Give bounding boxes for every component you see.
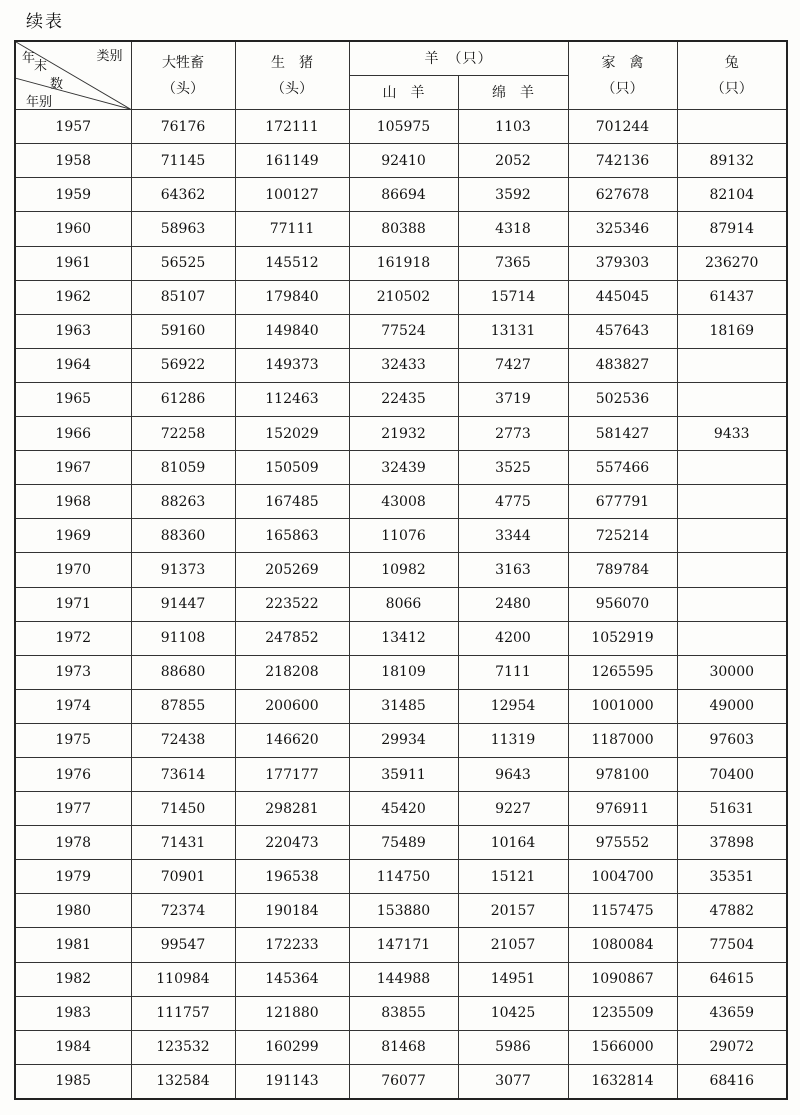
page-title: 续表 [26, 12, 64, 32]
cell-poultry: 1001000 [568, 689, 677, 723]
cell-poultry: 627678 [568, 178, 677, 212]
cell-wool: 3344 [458, 519, 568, 553]
cell-poultry: 557466 [568, 451, 677, 485]
cell-wool: 3077 [458, 1064, 568, 1099]
cell-wool: 14951 [458, 962, 568, 996]
cell-poultry: 677791 [568, 485, 677, 519]
table-row [15, 826, 787, 860]
table-body [15, 110, 787, 1099]
cell-year: 1976 [15, 757, 131, 791]
cell-year: 1965 [15, 382, 131, 416]
cell-goat: 13412 [349, 621, 458, 655]
cell-year: 1983 [15, 996, 131, 1030]
cell-year: 1978 [15, 826, 131, 860]
cell-goat: 105975 [349, 110, 458, 144]
cell-pig: 167485 [235, 485, 349, 519]
header-poultry-unit: （只） [601, 80, 644, 97]
table-row [15, 894, 787, 928]
table-row [15, 962, 787, 996]
header-sheep: 羊 （只） [349, 41, 568, 76]
cell-poultry: 742136 [568, 144, 677, 178]
cell-livestock: 56922 [131, 348, 235, 382]
cell-rabbit [677, 382, 787, 416]
cell-year: 1979 [15, 860, 131, 894]
table-row [15, 417, 787, 451]
cell-pig: 77111 [235, 212, 349, 246]
cell-rabbit: 68416 [677, 1064, 787, 1099]
cell-wool: 2773 [458, 417, 568, 451]
header-rabbit-name: 兔 [724, 54, 739, 71]
cell-goat: 83855 [349, 996, 458, 1030]
cell-year: 1972 [15, 621, 131, 655]
cell-pig: 160299 [235, 1030, 349, 1064]
cell-poultry: 725214 [568, 519, 677, 553]
cell-wool: 11319 [458, 723, 568, 757]
header-poultry [568, 41, 677, 110]
table-row [15, 587, 787, 621]
cell-goat: 76077 [349, 1064, 458, 1099]
table-row [15, 246, 787, 280]
cell-livestock: 64362 [131, 178, 235, 212]
cell-wool: 15121 [458, 860, 568, 894]
cell-livestock: 58963 [131, 212, 235, 246]
cell-livestock: 61286 [131, 382, 235, 416]
cell-livestock: 91447 [131, 587, 235, 621]
cell-year: 1975 [15, 723, 131, 757]
cell-rabbit: 70400 [677, 757, 787, 791]
cell-wool: 15714 [458, 280, 568, 314]
cell-goat: 29934 [349, 723, 458, 757]
cell-goat: 32433 [349, 348, 458, 382]
cell-year: 1971 [15, 587, 131, 621]
cell-poultry: 581427 [568, 417, 677, 451]
cell-livestock: 88263 [131, 485, 235, 519]
cell-pig: 179840 [235, 280, 349, 314]
cell-wool: 7427 [458, 348, 568, 382]
cell-goat: 31485 [349, 689, 458, 723]
cell-livestock: 91373 [131, 553, 235, 587]
cell-livestock: 72438 [131, 723, 235, 757]
cell-goat: 147171 [349, 928, 458, 962]
cell-goat: 32439 [349, 451, 458, 485]
table-row [15, 144, 787, 178]
table-row [15, 996, 787, 1030]
table-row [15, 621, 787, 655]
table-row [15, 860, 787, 894]
cell-poultry: 325346 [568, 212, 677, 246]
header-pig-unit: （头） [271, 80, 313, 97]
cell-year: 1967 [15, 451, 131, 485]
cell-wool: 12954 [458, 689, 568, 723]
cell-pig: 200600 [235, 689, 349, 723]
cell-livestock: 73614 [131, 757, 235, 791]
cell-goat: 75489 [349, 826, 458, 860]
cell-goat: 43008 [349, 485, 458, 519]
cell-wool: 21057 [458, 928, 568, 962]
header-rabbit [677, 41, 787, 110]
table-row [15, 792, 787, 826]
cell-year: 1968 [15, 485, 131, 519]
cell-rabbit: 35351 [677, 860, 787, 894]
cell-rabbit: 89132 [677, 144, 787, 178]
cell-pig: 149840 [235, 314, 349, 348]
cell-rabbit: 82104 [677, 178, 787, 212]
table-row [15, 1064, 787, 1099]
cell-rabbit: 87914 [677, 212, 787, 246]
corner-year-end-a: 年 [22, 51, 36, 66]
cell-poultry: 1265595 [568, 655, 677, 689]
cell-poultry: 1157475 [568, 894, 677, 928]
cell-poultry: 978100 [568, 757, 677, 791]
cell-wool: 13131 [458, 314, 568, 348]
cell-rabbit: 77504 [677, 928, 787, 962]
cell-wool: 7365 [458, 246, 568, 280]
cell-pig: 161149 [235, 144, 349, 178]
cell-rabbit: 97603 [677, 723, 787, 757]
cell-pig: 145512 [235, 246, 349, 280]
cell-year: 1980 [15, 894, 131, 928]
table-row [15, 110, 787, 144]
cell-livestock: 111757 [131, 996, 235, 1030]
cell-goat: 11076 [349, 519, 458, 553]
table-row [15, 1030, 787, 1064]
cell-year: 1969 [15, 519, 131, 553]
cell-rabbit [677, 587, 787, 621]
cell-pig: 121880 [235, 996, 349, 1030]
cell-year: 1970 [15, 553, 131, 587]
table-row [15, 178, 787, 212]
cell-pig: 223522 [235, 587, 349, 621]
cell-goat: 10982 [349, 553, 458, 587]
cell-pig: 150509 [235, 451, 349, 485]
cell-year: 1973 [15, 655, 131, 689]
cell-goat: 18109 [349, 655, 458, 689]
cell-rabbit: 51631 [677, 792, 787, 826]
cell-wool: 9227 [458, 792, 568, 826]
cell-wool: 3592 [458, 178, 568, 212]
header-rabbit-unit: （只） [710, 80, 753, 97]
cell-year: 1958 [15, 144, 131, 178]
cell-poultry: 502536 [568, 382, 677, 416]
cell-pig: 172233 [235, 928, 349, 962]
cell-pig: 190184 [235, 894, 349, 928]
cell-wool: 4318 [458, 212, 568, 246]
cell-livestock: 71431 [131, 826, 235, 860]
cell-rabbit: 29072 [677, 1030, 787, 1064]
cell-pig: 100127 [235, 178, 349, 212]
cell-year: 1962 [15, 280, 131, 314]
cell-goat: 77524 [349, 314, 458, 348]
cell-rabbit: 9433 [677, 417, 787, 451]
cell-rabbit: 49000 [677, 689, 787, 723]
cell-livestock: 72258 [131, 417, 235, 451]
cell-poultry: 1052919 [568, 621, 677, 655]
cell-year: 1961 [15, 246, 131, 280]
cell-pig: 145364 [235, 962, 349, 996]
cell-goat: 35911 [349, 757, 458, 791]
table-row [15, 723, 787, 757]
cell-poultry: 976911 [568, 792, 677, 826]
cell-year: 1957 [15, 110, 131, 144]
corner-category: 类别 [96, 49, 123, 64]
cell-year: 1960 [15, 212, 131, 246]
cell-livestock: 87855 [131, 689, 235, 723]
table-header [15, 41, 787, 110]
cell-goat: 22435 [349, 382, 458, 416]
table-row [15, 348, 787, 382]
cell-wool: 20157 [458, 894, 568, 928]
cell-livestock: 132584 [131, 1064, 235, 1099]
cell-pig: 112463 [235, 382, 349, 416]
table-row [15, 280, 787, 314]
cell-year: 1974 [15, 689, 131, 723]
cell-livestock: 91108 [131, 621, 235, 655]
cell-poultry: 379303 [568, 246, 677, 280]
cell-year: 1963 [15, 314, 131, 348]
cell-wool: 2480 [458, 587, 568, 621]
cell-goat: 81468 [349, 1030, 458, 1064]
table-row [15, 553, 787, 587]
cell-goat: 8066 [349, 587, 458, 621]
cell-poultry: 1090867 [568, 962, 677, 996]
cell-pig: 165863 [235, 519, 349, 553]
cell-poultry: 457643 [568, 314, 677, 348]
cell-wool: 3525 [458, 451, 568, 485]
table-row [15, 928, 787, 962]
table-row [15, 314, 787, 348]
cell-rabbit: 30000 [677, 655, 787, 689]
cell-wool: 4200 [458, 621, 568, 655]
cell-rabbit: 47882 [677, 894, 787, 928]
corner-header-cell [15, 41, 131, 110]
table-row [15, 451, 787, 485]
cell-pig: 218208 [235, 655, 349, 689]
cell-year: 1966 [15, 417, 131, 451]
cell-poultry: 1566000 [568, 1030, 677, 1064]
table-row [15, 757, 787, 791]
header-pig-name: 生 猪 [271, 54, 313, 71]
corner-year: 年别 [26, 95, 53, 110]
cell-rabbit: 61437 [677, 280, 787, 314]
cell-wool: 5986 [458, 1030, 568, 1064]
cell-pig: 172111 [235, 110, 349, 144]
cell-poultry: 1632814 [568, 1064, 677, 1099]
cell-poultry: 789784 [568, 553, 677, 587]
cell-livestock: 59160 [131, 314, 235, 348]
cell-pig: 146620 [235, 723, 349, 757]
cell-livestock: 56525 [131, 246, 235, 280]
cell-pig: 220473 [235, 826, 349, 860]
cell-wool: 10425 [458, 996, 568, 1030]
header-poultry-name: 家 禽 [601, 54, 644, 71]
cell-livestock: 85107 [131, 280, 235, 314]
cell-wool: 9643 [458, 757, 568, 791]
cell-rabbit [677, 621, 787, 655]
cell-goat: 21932 [349, 417, 458, 451]
cell-wool: 10164 [458, 826, 568, 860]
cell-poultry: 1004700 [568, 860, 677, 894]
cell-wool: 3163 [458, 553, 568, 587]
cell-livestock: 70901 [131, 860, 235, 894]
cell-pig: 191143 [235, 1064, 349, 1099]
cell-year: 1981 [15, 928, 131, 962]
cell-pig: 152029 [235, 417, 349, 451]
cell-livestock: 71145 [131, 144, 235, 178]
cell-poultry: 445045 [568, 280, 677, 314]
header-livestock-name: 大牲畜 [162, 54, 204, 71]
cell-year: 1959 [15, 178, 131, 212]
cell-rabbit: 64615 [677, 962, 787, 996]
cell-rabbit [677, 519, 787, 553]
cell-rabbit [677, 451, 787, 485]
cell-rabbit [677, 553, 787, 587]
table-row [15, 485, 787, 519]
cell-goat: 210502 [349, 280, 458, 314]
cell-year: 1984 [15, 1030, 131, 1064]
cell-livestock: 76176 [131, 110, 235, 144]
livestock-table [14, 40, 788, 1100]
cell-goat: 45420 [349, 792, 458, 826]
cell-year: 1985 [15, 1064, 131, 1099]
table-row [15, 212, 787, 246]
header-livestock [131, 41, 235, 110]
corner-year-end-b: 末 [34, 59, 48, 74]
header-livestock-unit: （头） [162, 80, 204, 97]
cell-goat: 144988 [349, 962, 458, 996]
header-goat: 山 羊 [349, 76, 458, 110]
cell-goat: 153880 [349, 894, 458, 928]
cell-rabbit: 236270 [677, 246, 787, 280]
cell-rabbit: 37898 [677, 826, 787, 860]
header-wool-sheep: 绵 羊 [458, 76, 568, 110]
cell-rabbit: 43659 [677, 996, 787, 1030]
cell-poultry: 956070 [568, 587, 677, 621]
cell-poultry: 483827 [568, 348, 677, 382]
cell-goat: 114750 [349, 860, 458, 894]
cell-livestock: 81059 [131, 451, 235, 485]
header-pig [235, 41, 349, 110]
cell-pig: 196538 [235, 860, 349, 894]
cell-livestock: 72374 [131, 894, 235, 928]
cell-pig: 149373 [235, 348, 349, 382]
cell-wool: 3719 [458, 382, 568, 416]
cell-rabbit [677, 110, 787, 144]
table-row [15, 382, 787, 416]
table-row [15, 655, 787, 689]
cell-goat: 161918 [349, 246, 458, 280]
cell-poultry: 1235509 [568, 996, 677, 1030]
cell-year: 1977 [15, 792, 131, 826]
table-row [15, 519, 787, 553]
cell-livestock: 71450 [131, 792, 235, 826]
cell-poultry: 701244 [568, 110, 677, 144]
cell-wool: 4775 [458, 485, 568, 519]
cell-wool: 2052 [458, 144, 568, 178]
cell-livestock: 123532 [131, 1030, 235, 1064]
cell-livestock: 88360 [131, 519, 235, 553]
cell-livestock: 110984 [131, 962, 235, 996]
cell-pig: 205269 [235, 553, 349, 587]
cell-poultry: 975552 [568, 826, 677, 860]
cell-poultry: 1080084 [568, 928, 677, 962]
cell-goat: 86694 [349, 178, 458, 212]
cell-year: 1964 [15, 348, 131, 382]
table-row [15, 689, 787, 723]
cell-rabbit [677, 485, 787, 519]
cell-poultry: 1187000 [568, 723, 677, 757]
cell-wool: 7111 [458, 655, 568, 689]
cell-wool: 1103 [458, 110, 568, 144]
cell-pig: 247852 [235, 621, 349, 655]
cell-goat: 80388 [349, 212, 458, 246]
cell-livestock: 88680 [131, 655, 235, 689]
cell-rabbit: 18169 [677, 314, 787, 348]
cell-pig: 298281 [235, 792, 349, 826]
cell-livestock: 99547 [131, 928, 235, 962]
cell-year: 1982 [15, 962, 131, 996]
corner-count: 数 [50, 77, 64, 92]
cell-pig: 177177 [235, 757, 349, 791]
cell-goat: 92410 [349, 144, 458, 178]
cell-rabbit [677, 348, 787, 382]
